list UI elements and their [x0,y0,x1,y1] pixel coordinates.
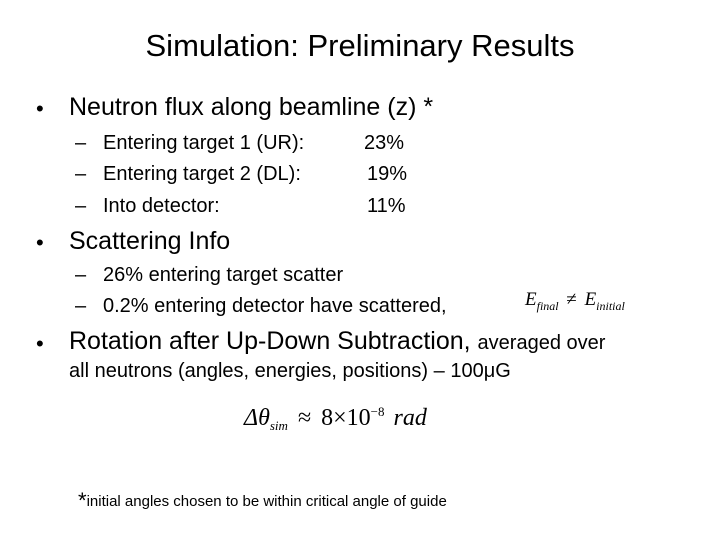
energy-inequality [525,289,625,311]
flux-target1-value: 23% [364,132,405,154]
energy-final-symbol: E [525,289,537,310]
unit-rad: rad [393,405,427,431]
bullet-marker: • [36,230,44,255]
slide-title: Simulation: Preliminary Results [145,28,575,63]
bullet-scattering-info: Scattering Info [69,227,231,255]
dash-marker: – [75,264,87,286]
energy-initial-subscript: initial [596,299,625,313]
energy-final-subscript: final [536,299,559,313]
not-equal-sign: ≠ [566,289,577,310]
dash-marker: – [75,195,87,217]
footnote-text: initial angles chosen to be within critical angle of guide [86,493,447,510]
rotation-equation [244,405,427,432]
rotation-line2: all neutrons (angles, energies, positions) – 100μG [69,360,511,382]
scatter-item-target: 26% entering target scatter [103,264,344,286]
energy-initial-symbol: E [584,289,597,310]
footnote-star: * [78,488,87,513]
delta-theta-symbol: Δθ [244,405,270,431]
exponent: −8 [370,404,385,419]
dash-marker: – [75,295,87,317]
bullet-marker: • [36,96,44,121]
flux-detector-value: 11% [367,195,406,217]
bullet-marker: • [36,331,44,356]
flux-target2-label: Entering target 2 (DL): [103,163,301,185]
sim-subscript: sim [269,418,288,433]
dash-marker: – [75,132,87,154]
scatter-item-detector: 0.2% entering detector have scattered, [103,295,447,317]
footnote [78,486,447,512]
flux-detector-label: Into detector: [103,195,220,217]
rotation-text-main: Rotation after Up-Down Subtraction, [69,327,471,355]
bullet-neutron-flux: Neutron flux along beamline (z) * [69,93,434,121]
dash-marker: – [75,163,87,185]
approx-sign: ≈ [297,405,312,431]
rotation-text-small: averaged over [477,332,606,354]
coefficient: 8×10 [321,405,371,431]
flux-target1-label: Entering target 1 (UR): [103,132,305,154]
flux-target2-value: 19% [367,163,408,185]
bullet-rotation [69,327,605,356]
